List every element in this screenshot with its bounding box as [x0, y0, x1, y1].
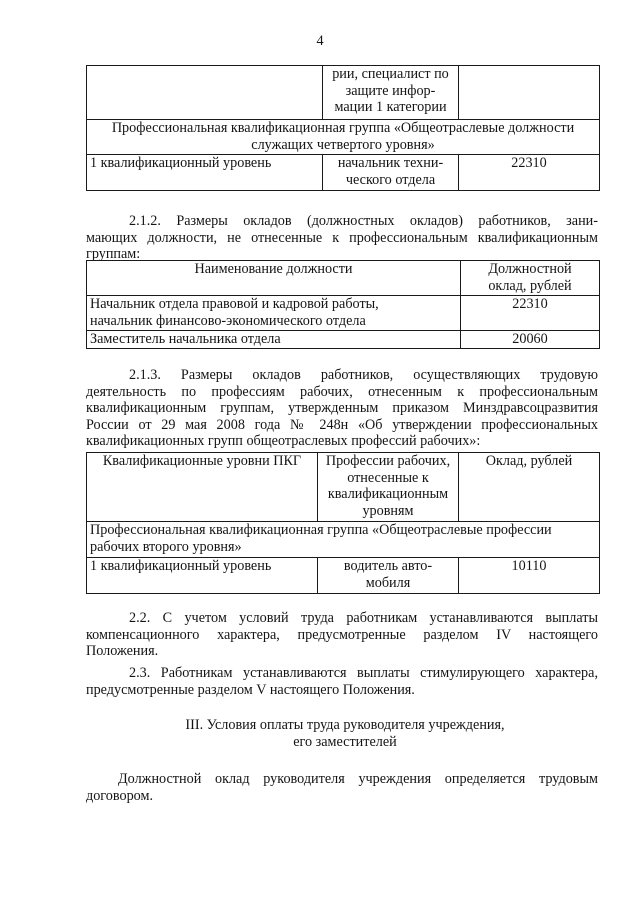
paragraph-2-1-2	[86, 213, 598, 263]
text-line: деятельность по профессиям рабочих, отнесенным к профессиональным	[86, 383, 598, 400]
text-line: Положения.	[86, 643, 159, 659]
column-header-qualification-level: Квалификационные уровни ПКГ	[87, 453, 318, 522]
table-cell-empty	[459, 66, 600, 120]
cell-line: Профессии рабочих,	[325, 453, 451, 469]
table-cell-group-title	[87, 522, 600, 558]
heading-line: его заместителей	[293, 733, 397, 750]
table-cell-position-name: Заместитель начальника отдела	[87, 331, 461, 349]
table-row	[87, 558, 600, 594]
section-3-heading	[90, 717, 600, 750]
text-line: группам:	[86, 246, 141, 262]
cell-line: Профессиональная квалификационная группа «Общеотраслевые профессии	[90, 522, 552, 538]
cell-line: отнесенные к	[347, 469, 429, 486]
table-cell-level: 1 квалификационный уровень	[87, 558, 318, 594]
table-cell-salary: 22310	[459, 155, 600, 191]
table-cell-position-continued	[323, 66, 459, 120]
table-positions-outside-groups	[86, 260, 600, 349]
text-line: 2.1.3. Размеры окладов работников, осуществляющих трудовую	[129, 367, 598, 383]
column-header-salary: Оклад, рублей	[459, 453, 600, 522]
table-row	[87, 296, 600, 331]
table-group-row	[87, 120, 600, 155]
cell-line: начальник техни-	[337, 155, 444, 171]
cell-line: Должностной	[488, 261, 572, 277]
column-header-professions	[318, 453, 459, 522]
table-row	[87, 155, 600, 191]
table-group-row	[87, 522, 600, 558]
cell-line: мации 1 категории	[334, 99, 447, 115]
page-number: 4	[316, 33, 324, 49]
cell-line: квалификационным	[327, 486, 449, 502]
table-cell-group-title	[87, 120, 600, 155]
paragraph-2-1-3	[86, 367, 598, 450]
table-cell-position	[323, 155, 459, 191]
table-cell-salary: 22310	[461, 296, 600, 331]
table-row	[87, 331, 600, 349]
text-line: квалификационным группам, утвержденным приказом Минздравсоцразвития	[86, 400, 598, 416]
cell-line: ческого отдела	[345, 171, 436, 188]
text-line: 2.3. Работникам устанавливаются выплаты стимулирующего характера,	[129, 665, 598, 681]
cell-line: начальник финансово-экономического отдела	[90, 312, 366, 329]
cell-line: защите инфор-	[345, 82, 436, 99]
paragraph-2-3	[86, 665, 598, 698]
text-line: России от 29 мая 2008 года № 248н «Об утверждении профессиональных	[86, 416, 598, 433]
cell-line: оклад, рублей	[488, 277, 572, 294]
cell-line: служащих четвертого уровня»	[251, 136, 435, 153]
cell-line: водитель авто-	[343, 558, 433, 574]
table-header-row	[87, 261, 600, 296]
text-line: Должностной оклад руководителя учреждения определяется трудовым	[118, 771, 598, 787]
text-line: компенсационного характера, предусмотренные разделом IV настоящего	[86, 626, 598, 643]
text-line: мающих должности, не отнесенные к профессиональным квалификационным	[86, 229, 598, 246]
cell-line: мобиля	[365, 574, 411, 591]
cell-line: рии, специалист по	[332, 66, 449, 82]
column-header-salary	[461, 261, 600, 296]
cell-line: Начальник отдела правовой и кадровой работы,	[90, 296, 379, 312]
table-worker-professions	[86, 452, 600, 594]
heading-line: III. Условия оплаты труда руководителя учреждения,	[185, 717, 505, 733]
table-cell-profession	[318, 558, 459, 594]
text-line: квалификационных групп общеотраслевых профессий рабочих»:	[86, 433, 481, 449]
text-line: договором.	[86, 787, 154, 804]
text-line: 2.2. С учетом условий труда работникам устанавливаются выплаты	[129, 610, 598, 626]
paragraph-director-salary	[86, 771, 598, 804]
table-row	[87, 66, 600, 120]
table-cell-position-name	[87, 296, 461, 331]
table-cell-salary: 20060	[461, 331, 600, 349]
text-line: 2.1.2. Размеры окладов (должностных окладов) работников, зани-	[129, 213, 598, 229]
table-qualification-groups-continued	[86, 65, 600, 191]
table-cell-level: 1 квалификационный уровень	[87, 155, 323, 191]
table-header-row	[87, 453, 600, 522]
table-cell-empty	[87, 66, 323, 120]
cell-line: уровням	[362, 502, 414, 519]
text-line: предусмотренные разделом V настоящего Положения.	[86, 681, 415, 698]
cell-line: рабочих второго уровня»	[90, 538, 242, 555]
column-header-position-name: Наименование должности	[87, 261, 461, 296]
paragraph-2-2	[86, 610, 598, 660]
table-cell-salary: 10110	[459, 558, 600, 594]
cell-line: Профессиональная квалификационная группа «Общеотраслевые должности	[111, 120, 575, 136]
